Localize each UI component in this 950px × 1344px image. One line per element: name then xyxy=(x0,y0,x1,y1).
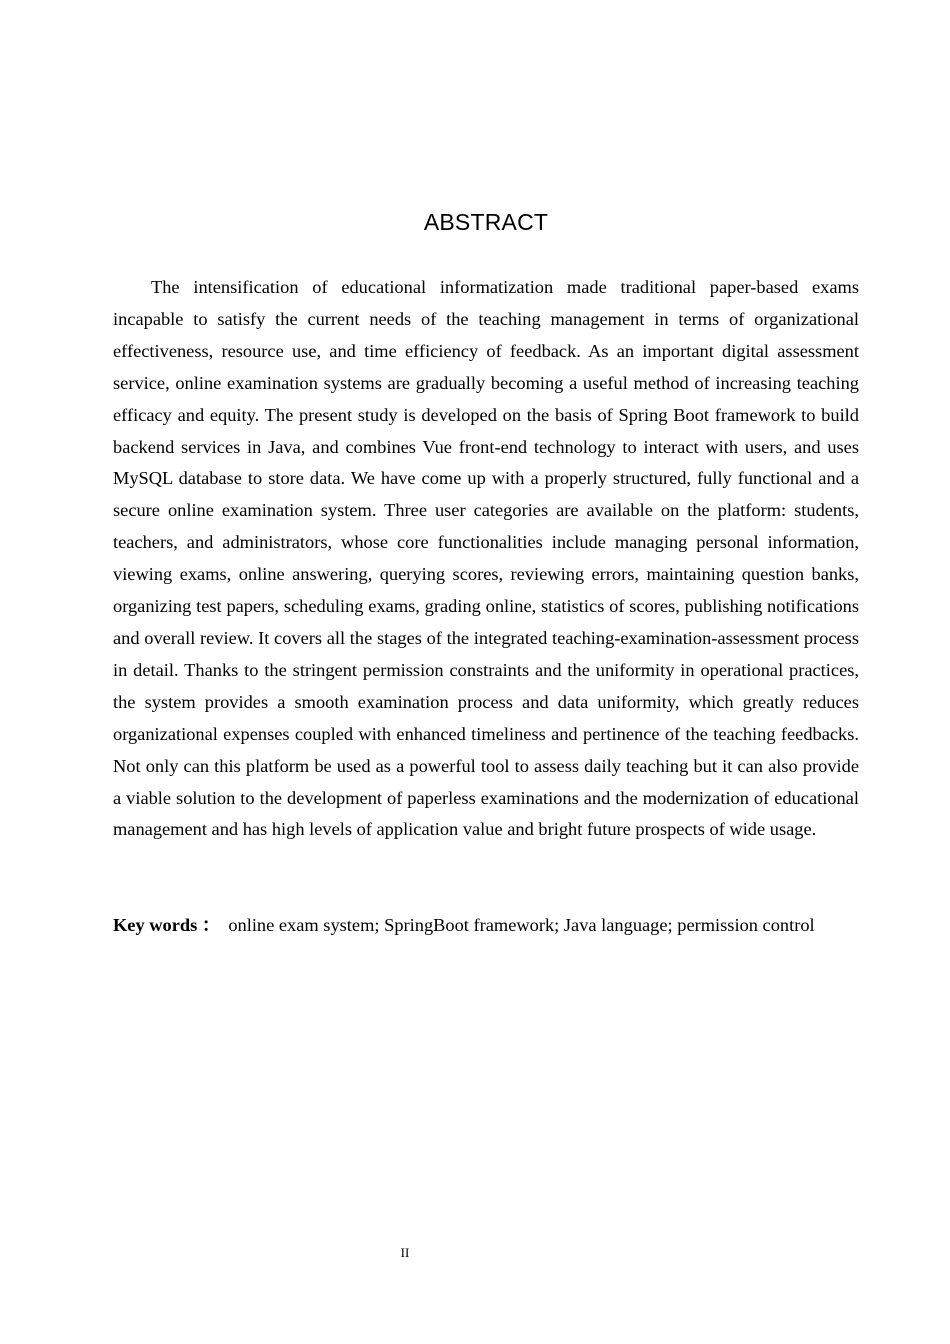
abstract-title: ABSTRACT xyxy=(423,209,549,235)
keywords-paragraph xyxy=(113,910,859,942)
page-number: II xyxy=(400,1245,410,1260)
keywords-colon: ： xyxy=(201,915,221,935)
abstract-body: The intensification of educational informatization made traditional paper-based exams incapable to satisfy the current needs of the teaching management in terms of organizational effectiveness, resource use, and time efficiency of feedback. As an important digital assessment service, online examination systems are gradually becoming a useful method of increasing teaching efficacy and equity. The present study is developed on the basis of Spring Boot framework to build backend services in Java, and combines Vue front-end technology to interact with users, and uses MySQL database to store data. We have come up with a properly structured, fully functional and a secure online examination system. Three user categories are available on the platform: students, teachers, and administrators, whose core functionalities include managing personal information, viewing exams, online answering, querying scores, reviewing errors, maintaining question banks, organizing test papers, scheduling exams, grading online, statistics of scores, publishing notifications and overall review. It covers all the stages of the integrated teaching-examination-assessment process in detail. Thanks to the stringent permission constraints and the uniformity in operational practices, the system provides a smooth examination process and data uniformity, which greatly reduces organizational expenses coupled with enhanced timeliness and pertinence of the teaching feedbacks. Not only can this platform be used as a powerful tool to assess daily teaching but it can also provide a viable solution to the development of paperless examinations and the modernization of educational management and has high levels of application value and bright future prospects of wide usage. xyxy=(113,277,859,840)
keywords-label: Key words xyxy=(113,915,198,935)
keywords-text: online exam system; SpringBoot framework; Java language; permission control xyxy=(228,915,815,935)
